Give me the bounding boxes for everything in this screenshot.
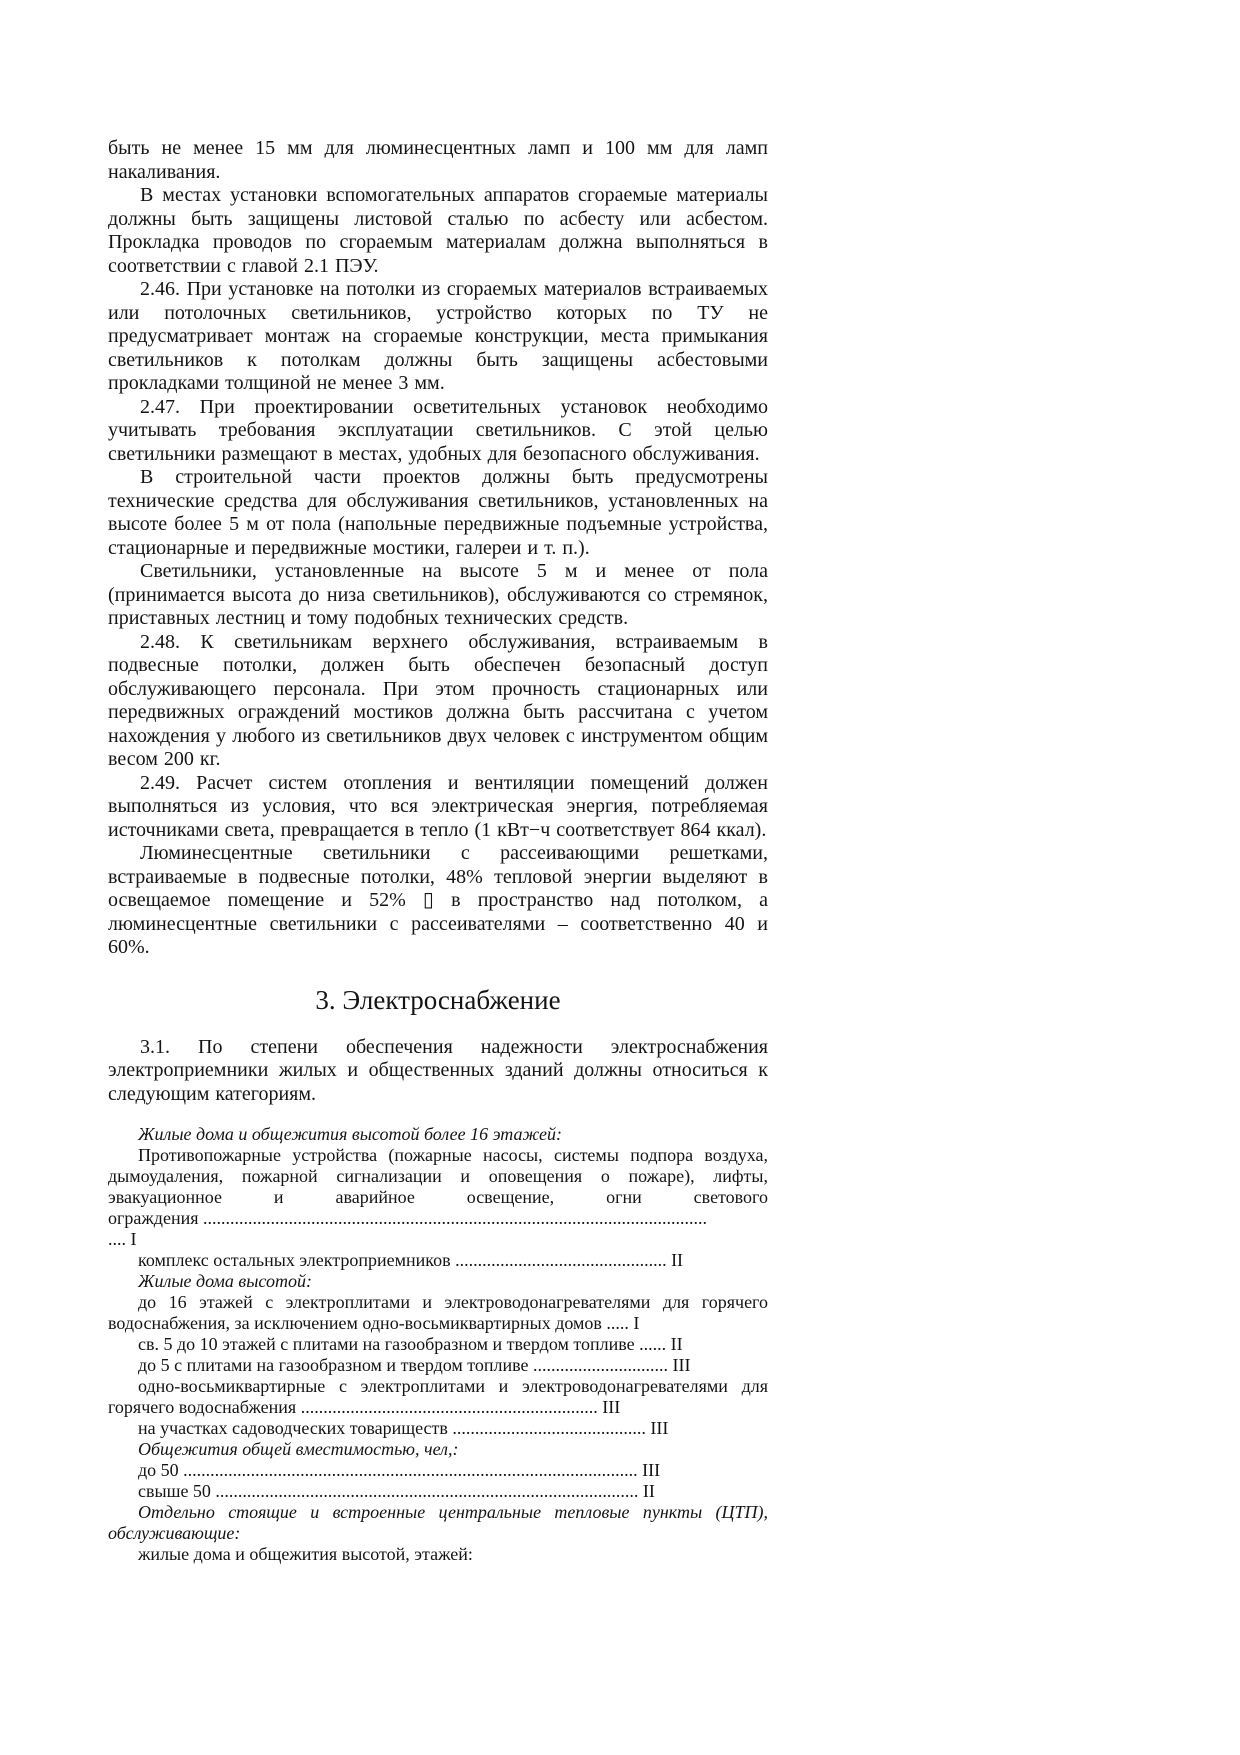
category-line: до 5 с плитами на газообразном и твердом топливе .............................. III [138, 1355, 691, 1375]
body-paragraphs [108, 137, 768, 960]
paragraph: 2.47. При проектировании осветительных установок необходимо учитывать требования эксплуатации светильников. С этой целью светильники размещают в местах, удобных для безопасного обслуживания. [108, 395, 768, 465]
category-line: Отдельно стоящие и встроенные центральные тепловые пункты (ЦТП), [138, 1502, 768, 1522]
category-line: водоснабжения, за исключением одно-восьмиквартирных домов ..... I [108, 1313, 640, 1333]
category-line: обслуживающие: [108, 1523, 241, 1543]
section-intro-paragraph: 3.1. По степени обеспечения надежности электроснабжения электроприемники жилых и общественных зданий должны относиться к следующим категориям. [108, 1035, 768, 1105]
category-line: ограждения ................................................................................................................ [108, 1208, 708, 1228]
paragraph: 2.49. Расчет систем отопления и вентиляции помещений должен выполняться из условия, что вся электрическая энергия, потребляемая источниками света, превращается в тепло (1 кВт−ч соответствует 864 ккал). [108, 771, 768, 841]
category-line: .... I [108, 1229, 137, 1249]
category-line: жилые дома и общежития высотой, этажей: [138, 1544, 473, 1564]
category-line: на участках садоводческих товариществ ........................................... III [138, 1418, 669, 1438]
category-line: одно-восьмиквартирные с электроплитами и электроводонагревателями для [138, 1376, 768, 1396]
category-line: до 50 ..................................................................................................... III [138, 1460, 661, 1480]
paragraph: 2.48. К светильникам верхнего обслуживания, встраиваемым в подвесные потолки, должен быть обеспечен безопасный доступ обслуживающего персонала. При этом прочность стационарных или передвижных ограждений мостиков должна быть рассчитана с учетом нахождения у любого из светильников двух человек с инструментом общим весом 200 кг. [108, 630, 768, 770]
category-line: дымоудаления, пожарной сигнализации и оповещения о пожаре), лифты, [108, 1166, 768, 1186]
category-line: Общежития общей вместимостью, чел,: [138, 1439, 459, 1459]
category-line: свыше 50 .............................................................................................. II [138, 1481, 655, 1501]
category-line: св. 5 до 10 этажей с плитами на газообразном и твердом топливе ...... II [138, 1334, 683, 1354]
category-line: Жилые дома высотой: [138, 1271, 312, 1291]
paragraph: Люминесцентные светильники с рассеивающими решетками, встраиваемые в подвесные потолки, 48% тепловой энергии выделяют в освещаемое помещение и 52% ▯ в пространство над потолком, а люминесцентные светильники с рассеивателями – соответственно 40 и 60%. [108, 842, 768, 958]
category-line: до 16 этажей с электроплитами и электроводонагревателями для горячего [138, 1292, 768, 1312]
paragraph: быть не менее 15 мм для люминесцентных ламп и 100 мм для ламп накаливания. [108, 137, 768, 183]
category-line: Жилые дома и общежития высотой более 16 этажей: [138, 1124, 563, 1144]
category-line: комплекс остальных электроприемников ............................................... II [138, 1250, 684, 1270]
text-column [108, 137, 768, 1565]
section-heading: 3. Электроснабжение [315, 984, 561, 1015]
paragraph: В местах установки вспомогательных аппаратов сгораемые материалы должны быть защищены листовой сталью по асбесту или асбестом. Прокладка проводов по сгораемым материалам должна выполняться в соответствии с главой 2.1 ПЭУ. [108, 184, 768, 277]
category-line: горячего водоснабжения .................................................................. III [108, 1397, 621, 1417]
paragraph: 2.46. При установке на потолки из сгораемых материалов встраиваемых или потолочных светильников, устройство которых по ТУ не предусматривает монтаж на сгораемые конструкции, места примыкания светильников к потолкам должны быть защищены асбестовыми прокладками толщиной не менее 3 мм. [108, 278, 768, 394]
paragraph: Светильники, установленные на высоте 5 м и менее от пола (принимается высота до низа светильников), обслуживаются со стремянок, приставных лестниц и тому подобных технических средств. [108, 560, 768, 629]
category-line: Противопожарные устройства (пожарные насосы, системы подпора воздуха, [138, 1145, 768, 1165]
paragraph: В строительной части проектов должны быть предусмотрены технические средства для обслуживания светильников, установленных на высоте более 5 м от пола (напольные передвижные подъемные устройства, стационарные и передвижные мостики, галереи и т. п.). [108, 466, 768, 559]
category-line: эвакуационное и аварийное освещение, огни светового [108, 1187, 768, 1207]
category-list [108, 1124, 768, 1565]
